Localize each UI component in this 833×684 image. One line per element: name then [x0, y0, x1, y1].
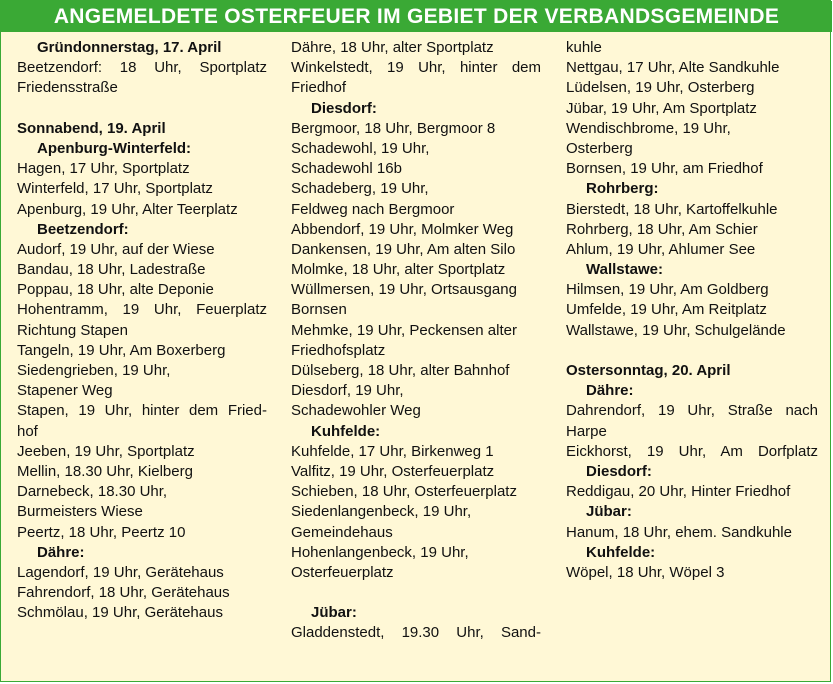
fire-entry-line: Burmeisters Wiese	[17, 503, 143, 521]
fire-entry-line: Fahrendorf, 18 Uhr, Gerätehaus	[17, 584, 230, 602]
fire-entry-line: Schadeberg, 19 Uhr,	[291, 180, 429, 198]
fire-entry-line: Dankensen, 19 Uhr, Am alten Silo	[291, 240, 516, 258]
fire-entry-line: Siedenlangenbeck, 19 Uhr,	[291, 503, 472, 521]
municipality-heading: Kuhfelde:	[311, 422, 381, 440]
fire-entry-line: Winkelstedt, 19 Uhr, hinter dem	[291, 59, 541, 77]
fire-entry-line: Osterfeuerplatz	[291, 563, 394, 581]
fire-entry-line: Hanum, 18 Uhr, ehem. Sandkuhle	[566, 523, 792, 541]
fire-entry-line: Lagendorf, 19 Uhr, Gerätehaus	[17, 563, 224, 581]
fire-entry-line: Kuhfelde, 17 Uhr, Birkenweg 1	[291, 442, 494, 460]
fire-entry-line: Stapen, 19 Uhr, hinter dem Fried-	[17, 402, 267, 420]
fire-entry-line: Dähre, 18 Uhr, alter Sportplatz	[291, 39, 494, 56]
fire-entry-line: Schadewohl 16b	[291, 160, 402, 178]
fire-entry-line: Bornsen, 19 Uhr, am Friedhof	[566, 160, 763, 178]
municipality-heading: Jübar:	[311, 604, 357, 622]
fire-entry-line: Friedhofsplatz	[291, 341, 386, 359]
fire-entry-line: Dülseberg, 18 Uhr, alter Bahnhof	[291, 362, 510, 379]
fire-entry-line: Schieben, 18 Uhr, Osterfeuerplatz	[291, 483, 517, 501]
municipality-heading: Jübar:	[586, 503, 632, 521]
column-1	[17, 38, 267, 623]
date-heading: Gründonnerstag, 17. April	[37, 39, 222, 56]
fire-entry-line: Wendischbrome, 19 Uhr,	[566, 119, 731, 137]
fire-entry-line: Darnebeck, 18.30 Uhr,	[17, 483, 168, 501]
fire-entry-line: Valfitz, 19 Uhr, Osterfeuerplatz	[291, 462, 495, 480]
municipality-heading: Kuhfelde:	[586, 543, 656, 561]
fire-entry-line: Nettgau, 17 Uhr, Alte Sandkuhle	[566, 59, 780, 77]
municipality-heading: Rohrberg:	[586, 180, 659, 198]
fire-entry-line: Apenburg, 19 Uhr, Alter Teerplatz	[17, 200, 238, 218]
municipality-heading: Wallstawe:	[586, 261, 663, 279]
municipality-heading: Diesdorf:	[586, 462, 652, 480]
fire-entry-line: Friedhof	[291, 79, 347, 97]
fire-entry-line: Bergmoor, 18 Uhr, Bergmoor 8	[291, 119, 496, 137]
fire-entry-line: Hohenlangenbeck, 19 Uhr,	[291, 543, 469, 561]
spacer	[17, 99, 267, 119]
spacer	[566, 341, 818, 361]
fire-entry-line: Richtung Stapen	[17, 321, 128, 339]
fire-entry-line: Hilmsen, 19 Uhr, Am Goldberg	[566, 281, 769, 299]
fire-entry-line: Eickhorst, 19 Uhr, Am Dorfplatz	[566, 442, 818, 460]
fire-entry-line: Mellin, 18.30 Uhr, Kielberg	[17, 462, 193, 480]
spacer	[291, 583, 541, 603]
fire-entry-line: Winterfeld, 17 Uhr, Sportplatz	[17, 180, 213, 198]
fire-entry-line: Tangeln, 19 Uhr, Am Boxerberg	[17, 341, 226, 359]
fire-entry-line: Diesdorf, 19 Uhr,	[291, 382, 404, 400]
fire-entry-line: Mehmke, 19 Uhr, Peckensen alter	[291, 321, 517, 339]
page-title: ANGEMELDETE OSTERFEUER IM GEBIET DER VERBANDSGEMEINDE	[1, 1, 832, 32]
municipality-heading: Diesdorf:	[311, 99, 377, 117]
fire-entry-line: Lüdelsen, 19 Uhr, Osterberg	[566, 79, 755, 97]
column-2	[291, 38, 541, 644]
fire-entry-line: Jübar, 19 Uhr, Am Sportplatz	[566, 99, 757, 117]
fire-entry-line: Harpe	[566, 422, 607, 440]
fire-entry-line: hof	[17, 422, 38, 440]
fire-entry-line: Dahrendorf, 19 Uhr, Straße nach	[566, 402, 818, 420]
municipality-heading: Dähre:	[37, 543, 85, 561]
fire-entry-line: Ahlum, 19 Uhr, Ahlumer See	[566, 240, 756, 258]
fire-entry-line: kuhle	[566, 39, 602, 56]
fire-entry-line: Jeeben, 19 Uhr, Sportplatz	[17, 442, 195, 460]
fire-entry-line: Audorf, 19 Uhr, auf der Wiese	[17, 240, 215, 258]
fire-entry-line: Gemeindehaus	[291, 523, 393, 541]
fire-entry-line: Bierstedt, 18 Uhr, Kartoffelkuhle	[566, 200, 778, 218]
fire-entry-line: Stapener Weg	[17, 382, 113, 400]
fire-entry-line: Schmölau, 19 Uhr, Gerätehaus	[17, 604, 223, 622]
fire-entry-line: Molmke, 18 Uhr, alter Sportplatz	[291, 261, 506, 279]
date-heading: Sonnabend, 19. April	[17, 119, 166, 137]
column-3	[566, 38, 818, 583]
fire-entry-line: Bandau, 18 Uhr, Ladestraße	[17, 261, 206, 279]
fire-entry-line: Hagen, 17 Uhr, Sportplatz	[17, 160, 190, 178]
fire-entry-line: Hohentramm, 19 Uhr, Feuerplatz	[17, 301, 267, 319]
fire-entry-line: Wallstawe, 19 Uhr, Schulgelände	[566, 321, 786, 339]
municipality-heading: Apenburg-Winterfeld:	[37, 139, 192, 157]
fire-entry-line: Wüllmersen, 19 Uhr, Ortsausgang	[291, 281, 517, 299]
fire-entry-line: Peertz, 18 Uhr, Peertz 10	[17, 523, 186, 541]
fire-entry-line: Umfelde, 19 Uhr, Am Reitplatz	[566, 301, 767, 319]
fire-entry-line: Bornsen	[291, 301, 347, 319]
fire-entry-line: Beetzendorf: 18 Uhr, Sportplatz	[17, 59, 267, 77]
fire-entry-line: Rohrberg, 18 Uhr, Am Schier	[566, 220, 758, 238]
fire-entry-line: Wöpel, 18 Uhr, Wöpel 3	[566, 563, 725, 581]
fire-entry-line: Reddigau, 20 Uhr, Hinter Friedhof	[566, 483, 791, 501]
municipality-heading: Dähre:	[586, 382, 634, 400]
municipality-heading: Beetzendorf:	[37, 220, 129, 238]
fire-entry-line: Feldweg nach Bergmoor	[291, 200, 455, 218]
fire-entry-line: Schadewohl, 19 Uhr,	[291, 139, 430, 157]
fire-entry-line: Poppau, 18 Uhr, alte Deponie	[17, 281, 214, 299]
fire-entry-line: Schadewohler Weg	[291, 402, 421, 420]
fire-entry-line: Friedensstraße	[17, 79, 118, 97]
fire-entry-line: Gladdenstedt, 19.30 Uhr, Sand-	[291, 624, 541, 642]
fire-entry-line: Osterberg	[566, 139, 633, 157]
fire-entry-line: Siedengrieben, 19 Uhr,	[17, 362, 171, 379]
date-heading: Ostersonntag, 20. April	[566, 362, 731, 379]
fire-entry-line: Abbendorf, 19 Uhr, Molmker Weg	[291, 220, 514, 238]
